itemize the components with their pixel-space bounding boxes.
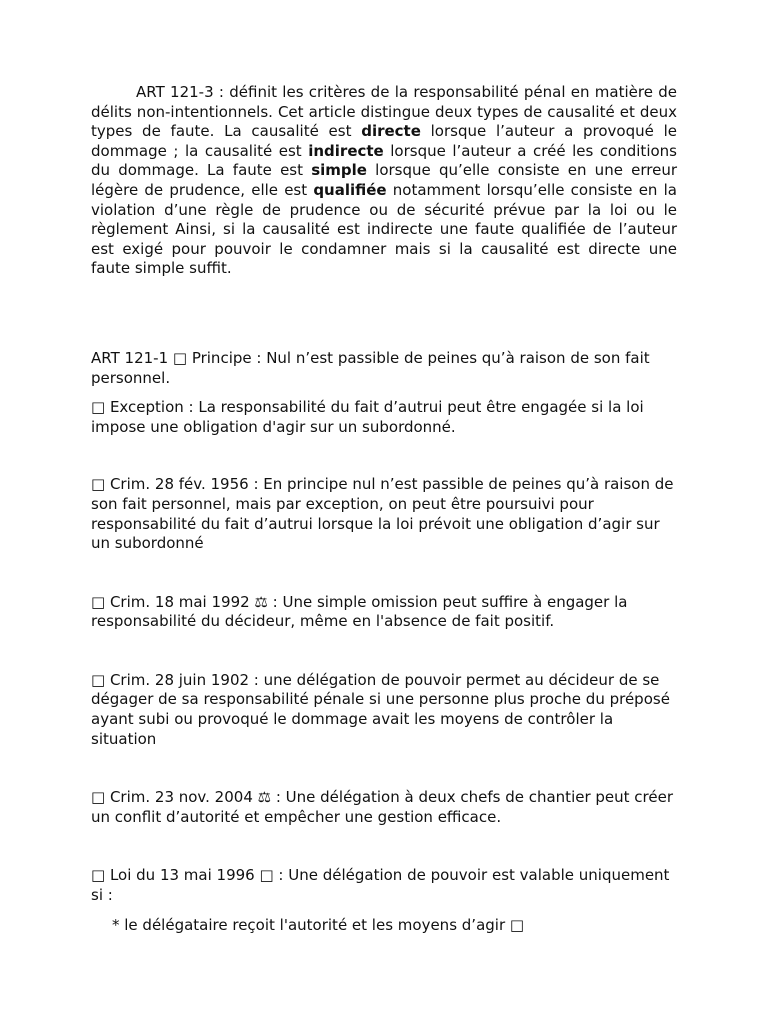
intro-text: lorsque qu’elle consiste en une erreur légère de prudence, elle est (91, 161, 677, 199)
case-crim-1956: □ Crim. 28 fév. 1956 : En principe nul n’est passible de peines qu’à raison de son fait personnel, mais par exception, on peut être poursuivi pour responsabilité du fait d’autrui lorsque la loi prévoit une obligation d’agir sur un subordonné (91, 475, 674, 553)
document-page (91, 83, 677, 935)
intro-bold-qualifiee: qualifiée (313, 180, 387, 199)
case-crim-1902: □ Crim. 28 juin 1902 : une délégation de pouvoir permet au décideur de se dégager de sa responsabilité pénale si une personne plus proche du préposé ayant subi ou provoqué le dommage avait les moyens de contrôler la situation (91, 670, 670, 748)
case-crim-2004: □ Crim. 23 nov. 2004 ⚖ : Une délégation à deux chefs de chantier peut créer un conflit d’autorité et empêcher une gestion efficace. (91, 788, 674, 826)
intro-bold-simple: simple (311, 161, 367, 180)
case-crim-1992: □ Crim. 18 mai 1992 ⚖ : Une simple omission peut suffire à engager la responsabilité du décideur, même en l'absence de fait positif. (91, 592, 628, 631)
list-item: * le délégataire reçoit l'autorité et les moyens d’agir □ (112, 915, 525, 934)
intro-bold-indirecte: indirecte (308, 141, 384, 160)
intro-text: ART 121-3 : définit les critères de la responsabilité pénal en matière de délits non-intentionnels. Cet article distingue deux types de causalité et deux types de faute. La causalité est (91, 83, 677, 141)
intro-text: lorsque l’auteur a créé les conditions du dommage. La faute est (91, 141, 677, 180)
intro-text: lorsque l’auteur a provoqué le dommage ; la causalité est (91, 122, 677, 160)
exception-paragraph: □ Exception : La responsabilité du fait d’autrui peut être engagée si la loi impose une obligation d'agir sur un subordonné. (91, 398, 644, 436)
intro-paragraph (91, 83, 677, 279)
intro-text: notamment lorsqu’elle consiste en la violation d’une règle de prudence ou de sécurité prévue par la loi ou le règlement Ainsi, si la causalité est indirecte une faute qualifiée de l’auteur est exigé pour pouvoir le condamner mais si la causalité est directe une faute simple suffit. (91, 180, 677, 278)
intro-bold-directe: directe (361, 122, 421, 141)
principle-paragraph: ART 121-1 □ Principe : Nul n’est passible de peines qu’à raison de son fait personnel. (91, 348, 650, 387)
law-1996-paragraph: □ Loi du 13 mai 1996 □ : Une délégation de pouvoir est valable uniquement si : (91, 866, 670, 905)
